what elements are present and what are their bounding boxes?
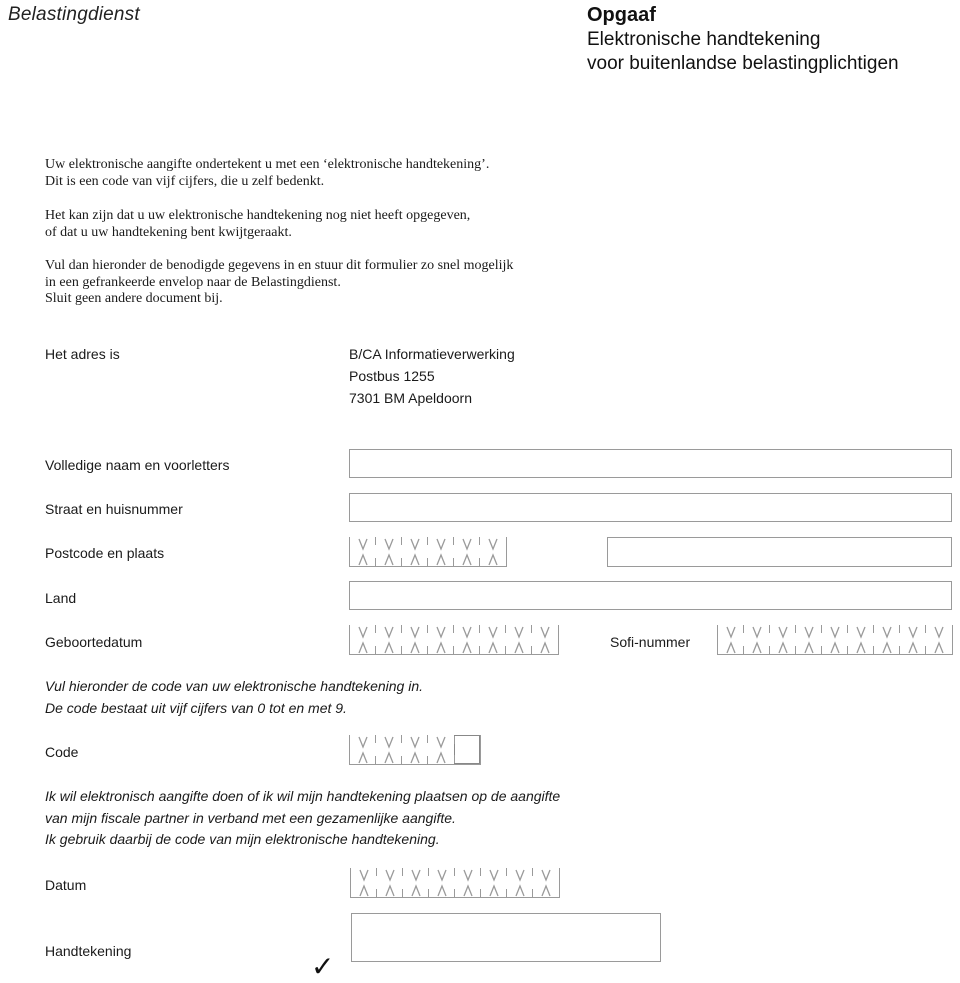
digit-guide-icon bbox=[411, 868, 421, 897]
digit-cell[interactable] bbox=[403, 868, 429, 897]
digit-cell[interactable] bbox=[377, 868, 403, 897]
intro-text: in een gefrankeerde envelop naar de Belastingdienst. bbox=[45, 274, 341, 290]
digit-guide-icon bbox=[515, 868, 525, 897]
code-instruction bbox=[45, 676, 423, 719]
birthdate-label: Geboortedatum bbox=[45, 634, 143, 650]
address-block bbox=[349, 343, 515, 409]
declaration-line: van mijn fiscale partner in verband met een gezamenlijke aangifte. bbox=[45, 809, 456, 826]
code-label: Code bbox=[45, 744, 79, 760]
digit-cell[interactable] bbox=[402, 625, 428, 654]
digit-cell[interactable] bbox=[351, 868, 377, 897]
digit-guide-icon bbox=[436, 537, 446, 566]
name-field[interactable] bbox=[349, 449, 952, 478]
digit-cell[interactable] bbox=[428, 625, 454, 654]
form-subtitle-line2: voor buitenlandse belastingplichtigen bbox=[587, 53, 899, 74]
digit-guide-icon bbox=[882, 625, 892, 654]
digit-cell[interactable] bbox=[796, 625, 822, 654]
intro-text: of dat u uw handtekening bent kwijtgeraakt. bbox=[45, 224, 292, 240]
digit-guide-icon bbox=[908, 625, 918, 654]
digit-guide-icon bbox=[804, 625, 814, 654]
place-field[interactable] bbox=[607, 537, 952, 567]
date-label: Datum bbox=[45, 877, 87, 893]
digit-cell[interactable] bbox=[480, 625, 506, 654]
declaration-text bbox=[45, 786, 560, 851]
digit-guide-icon bbox=[462, 537, 472, 566]
digit-guide-icon bbox=[726, 625, 736, 654]
intro-text: Dit is een code van vijf cijfers, die u zelf bedenkt. bbox=[45, 173, 325, 189]
digit-guide-icon bbox=[488, 537, 498, 566]
digit-cell[interactable] bbox=[454, 537, 480, 566]
sofi-label: Sofi-nummer bbox=[610, 634, 691, 650]
digit-cell[interactable] bbox=[376, 537, 402, 566]
street-field[interactable] bbox=[349, 493, 952, 522]
checkmark-icon: ✓ bbox=[311, 950, 335, 983]
digit-guide-icon bbox=[410, 735, 420, 764]
digit-guide-icon bbox=[752, 625, 762, 654]
digit-guide-icon bbox=[488, 625, 498, 654]
digit-guide-icon bbox=[934, 625, 944, 654]
intro-paragraph-2 bbox=[45, 208, 470, 241]
digit-guide-icon bbox=[540, 625, 550, 654]
date-field[interactable] bbox=[350, 868, 560, 898]
digit-cell[interactable] bbox=[874, 625, 900, 654]
digit-guide-icon bbox=[358, 735, 368, 764]
digit-cell[interactable] bbox=[402, 537, 428, 566]
digit-guide-icon bbox=[541, 868, 551, 897]
digit-guide-icon bbox=[410, 625, 420, 654]
digit-cell[interactable] bbox=[770, 625, 796, 654]
name-label: Volledige naam en voorletters bbox=[45, 457, 230, 473]
declaration-line: Ik gebruik daarbij de code van mijn elektronische handtekening. bbox=[45, 831, 440, 847]
intro-paragraph-3 bbox=[45, 258, 513, 308]
declaration-line: Ik wil elektronisch aangifte doen of ik wil mijn handtekening plaatsen op de aangifte bbox=[45, 788, 561, 804]
postcode-label: Postcode en plaats bbox=[45, 545, 165, 561]
digit-cell[interactable] bbox=[744, 625, 770, 654]
intro-paragraph-1 bbox=[45, 157, 489, 190]
address-line: B/CA Informatieverwerking bbox=[349, 346, 515, 362]
digit-guide-icon bbox=[463, 868, 473, 897]
digit-cell[interactable] bbox=[455, 868, 481, 897]
signature-field[interactable] bbox=[351, 913, 661, 962]
intro-text: Uw elektronische aangifte ondertekent u met een ‘elektronische handtekening’. bbox=[45, 157, 490, 172]
digit-cell[interactable] bbox=[822, 625, 848, 654]
digit-guide-icon bbox=[489, 868, 499, 897]
digit-cell[interactable] bbox=[848, 625, 874, 654]
digit-guide-icon bbox=[358, 537, 368, 566]
digit-cell[interactable] bbox=[926, 625, 952, 654]
digit-guide-icon bbox=[856, 625, 866, 654]
digit-cell[interactable] bbox=[350, 625, 376, 654]
digit-guide-icon bbox=[410, 537, 420, 566]
address-label: Het adres is bbox=[45, 346, 120, 362]
digit-cell[interactable] bbox=[507, 868, 533, 897]
digit-guide-icon bbox=[359, 868, 369, 897]
digit-guide-icon bbox=[384, 735, 394, 764]
signature-label: Handtekening bbox=[45, 943, 132, 959]
code-field[interactable] bbox=[349, 735, 481, 765]
digit-cell[interactable] bbox=[402, 735, 428, 764]
digit-guide-icon bbox=[437, 868, 447, 897]
digit-cell[interactable] bbox=[718, 625, 744, 654]
digit-cell[interactable] bbox=[533, 868, 559, 897]
belastingdienst-logo: Belastingdienst bbox=[8, 4, 140, 25]
digit-cell[interactable] bbox=[481, 868, 507, 897]
digit-guide-icon bbox=[384, 625, 394, 654]
digit-guide-icon bbox=[830, 625, 840, 654]
digit-cell[interactable] bbox=[454, 735, 480, 764]
digit-cell[interactable] bbox=[350, 537, 376, 566]
digit-guide-icon bbox=[514, 625, 524, 654]
intro-text: Vul dan hieronder de benodigde gegevens in en stuur dit formulier zo snel mogelijk bbox=[45, 258, 514, 273]
birthdate-field[interactable] bbox=[349, 625, 559, 655]
digit-cell[interactable] bbox=[506, 625, 532, 654]
sofi-field[interactable] bbox=[717, 625, 953, 655]
digit-cell[interactable] bbox=[429, 868, 455, 897]
address-line: 7301 BM Apeldoorn bbox=[349, 390, 472, 406]
digit-cell[interactable] bbox=[900, 625, 926, 654]
digit-guide-icon bbox=[358, 625, 368, 654]
digit-guide-icon bbox=[462, 625, 472, 654]
digit-cell[interactable] bbox=[532, 625, 558, 654]
digit-guide-icon bbox=[436, 625, 446, 654]
intro-text: Sluit geen andere document bij. bbox=[45, 291, 223, 306]
form-subtitle-line1: Elektronische handtekening bbox=[587, 29, 821, 50]
digit-cell[interactable] bbox=[480, 537, 506, 566]
code-instruction-line: De code bestaat uit vijf cijfers van 0 tot en met 9. bbox=[45, 699, 347, 716]
digit-guide-icon bbox=[436, 735, 446, 764]
digit-cell[interactable] bbox=[350, 735, 376, 764]
street-label: Straat en huisnummer bbox=[45, 501, 183, 517]
digit-cell[interactable] bbox=[376, 735, 402, 764]
digit-guide-icon bbox=[778, 625, 788, 654]
country-field[interactable] bbox=[349, 581, 952, 610]
digit-cell[interactable] bbox=[376, 625, 402, 654]
digit-guide-icon bbox=[384, 537, 394, 566]
digit-cell[interactable] bbox=[428, 537, 454, 566]
country-label: Land bbox=[45, 590, 77, 606]
postcode-field[interactable] bbox=[349, 537, 507, 567]
form-title: Opgaaf bbox=[587, 4, 656, 26]
digit-cell[interactable] bbox=[454, 625, 480, 654]
intro-text: Het kan zijn dat u uw elektronische handtekening nog niet heeft opgegeven, bbox=[45, 208, 471, 223]
digit-guide-icon bbox=[385, 868, 395, 897]
address-line: Postbus 1255 bbox=[349, 368, 435, 384]
code-instruction-line: Vul hieronder de code van uw elektronische handtekening in. bbox=[45, 678, 423, 694]
digit-cell[interactable] bbox=[428, 735, 454, 764]
